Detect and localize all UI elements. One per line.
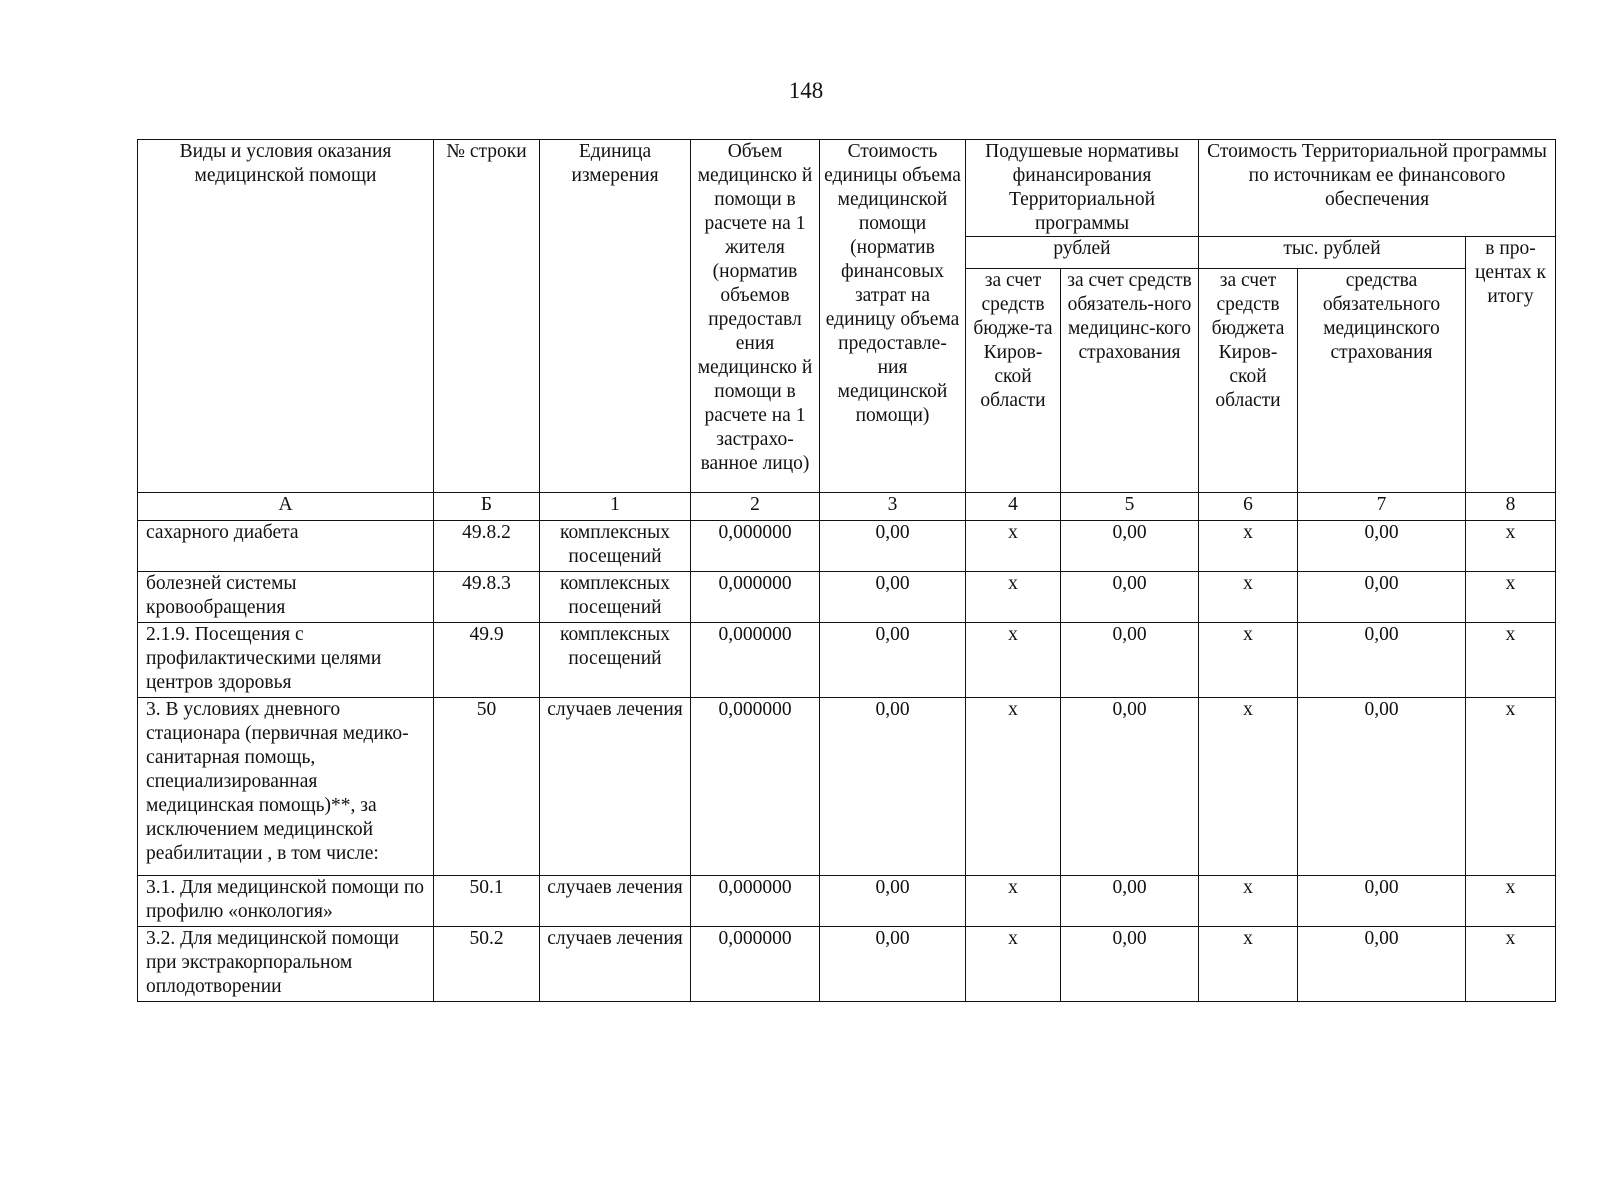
row-cost-budget: х bbox=[1199, 623, 1298, 698]
row-name: 2.1.9. Посещения с профилактическими целями центров здоровья bbox=[138, 623, 434, 698]
row-cost-oms: 0,00 bbox=[1298, 521, 1466, 572]
row-number: 50.2 bbox=[434, 927, 540, 1002]
financing-table bbox=[137, 139, 1556, 1002]
row-cost-budget: х bbox=[1199, 521, 1298, 572]
row-percent: х bbox=[1466, 623, 1556, 698]
header-unit-rub: рублей bbox=[966, 237, 1199, 269]
row-cost-oms: 0,00 bbox=[1298, 698, 1466, 876]
header-col-3: Стоимость единицы объема медицинской помощи (норматив финансовых затрат на единицу объема предоставле-ния медицинской помощи) bbox=[820, 140, 966, 493]
row-cost-budget: х bbox=[1199, 927, 1298, 1002]
row-cost-oms: 0,00 bbox=[1298, 876, 1466, 927]
row-name: сахарного диабета bbox=[138, 521, 434, 572]
row-percent: х bbox=[1466, 876, 1556, 927]
row-unit: случаев лечения bbox=[540, 927, 691, 1002]
index-cell: 5 bbox=[1061, 493, 1199, 521]
header-col-b: № строки bbox=[434, 140, 540, 493]
header-row-1 bbox=[138, 140, 1556, 237]
row-number: 50 bbox=[434, 698, 540, 876]
row-unit: комплексных посещений bbox=[540, 623, 691, 698]
row-percent: х bbox=[1466, 521, 1556, 572]
row-percent: х bbox=[1466, 927, 1556, 1002]
row-unit: случаев лечения bbox=[540, 876, 691, 927]
row-percent: х bbox=[1466, 572, 1556, 623]
row-norm-oms: 0,00 bbox=[1061, 572, 1199, 623]
row-norm-budget: х bbox=[966, 623, 1061, 698]
header-col-a: Виды и условия оказания медицинской помощи bbox=[138, 140, 434, 493]
index-cell: 2 bbox=[691, 493, 820, 521]
row-number: 49.9 bbox=[434, 623, 540, 698]
row-name: 3.1. Для медицинской помощи по профилю «онкология» bbox=[138, 876, 434, 927]
table-row bbox=[138, 572, 1556, 623]
row-unit-cost: 0,00 bbox=[820, 876, 966, 927]
table-row bbox=[138, 698, 1556, 876]
table-row bbox=[138, 623, 1556, 698]
page-number: 148 bbox=[788, 78, 824, 103]
row-unit-cost: 0,00 bbox=[820, 623, 966, 698]
row-name: 3.2. Для медицинской помощи при экстракорпоральном оплодотворении bbox=[138, 927, 434, 1002]
row-cost-oms: 0,00 bbox=[1298, 572, 1466, 623]
header-group-cost: Стоимость Территориальной программы по источникам ее финансового обеспечения bbox=[1199, 140, 1556, 237]
row-percent: х bbox=[1466, 698, 1556, 876]
row-unit-cost: 0,00 bbox=[820, 698, 966, 876]
header-col-1: Единица измерения bbox=[540, 140, 691, 493]
row-volume: 0,000000 bbox=[691, 623, 820, 698]
row-volume: 0,000000 bbox=[691, 876, 820, 927]
row-number: 49.8.3 bbox=[434, 572, 540, 623]
header-col-8: в про-центах к итогу bbox=[1466, 237, 1556, 493]
row-unit: комплексных посещений bbox=[540, 572, 691, 623]
row-norm-budget: х bbox=[966, 876, 1061, 927]
row-cost-budget: х bbox=[1199, 876, 1298, 927]
table-row bbox=[138, 876, 1556, 927]
header-col-7: средства обязательного медицинского страхования bbox=[1298, 269, 1466, 493]
index-cell: 1 bbox=[540, 493, 691, 521]
index-row bbox=[138, 493, 1556, 521]
row-norm-oms: 0,00 bbox=[1061, 521, 1199, 572]
index-cell: 3 bbox=[820, 493, 966, 521]
header-col-2: Объем медицинско й помощи в расчете на 1 жителя (норматив объемов предоставл ения медицинско й помощи в расчете на 1 застрахо-ванное лицо) bbox=[691, 140, 820, 493]
header-unit-thous: тыс. рублей bbox=[1199, 237, 1466, 269]
row-unit-cost: 0,00 bbox=[820, 927, 966, 1002]
row-cost-budget: х bbox=[1199, 698, 1298, 876]
row-number: 50.1 bbox=[434, 876, 540, 927]
index-cell: 7 bbox=[1298, 493, 1466, 521]
header-col-5: за счет средств обязатель-ного медицинс-кого страхования bbox=[1061, 269, 1199, 493]
row-volume: 0,000000 bbox=[691, 698, 820, 876]
row-unit: комплексных посещений bbox=[540, 521, 691, 572]
row-unit-cost: 0,00 bbox=[820, 572, 966, 623]
row-norm-oms: 0,00 bbox=[1061, 927, 1199, 1002]
row-cost-oms: 0,00 bbox=[1298, 623, 1466, 698]
row-norm-budget: х bbox=[966, 572, 1061, 623]
row-norm-oms: 0,00 bbox=[1061, 876, 1199, 927]
header-col-4: за счет средств бюдже-та Киров-ской области bbox=[966, 269, 1061, 493]
row-norm-oms: 0,00 bbox=[1061, 623, 1199, 698]
header-col-6: за счет средств бюджета Киров-ской области bbox=[1199, 269, 1298, 493]
row-name: болезней системы кровообращения bbox=[138, 572, 434, 623]
row-volume: 0,000000 bbox=[691, 521, 820, 572]
index-cell: 8 bbox=[1466, 493, 1556, 521]
row-norm-budget: х bbox=[966, 698, 1061, 876]
index-cell: А bbox=[138, 493, 434, 521]
row-norm-budget: х bbox=[966, 927, 1061, 1002]
row-unit: случаев лечения bbox=[540, 698, 691, 876]
index-cell: 6 bbox=[1199, 493, 1298, 521]
row-number: 49.8.2 bbox=[434, 521, 540, 572]
row-cost-oms: 0,00 bbox=[1298, 927, 1466, 1002]
row-cost-budget: х bbox=[1199, 572, 1298, 623]
row-unit-cost: 0,00 bbox=[820, 521, 966, 572]
header-group-norms: Подушевые нормативы финансирования Территориальной программы bbox=[966, 140, 1199, 237]
table-row bbox=[138, 521, 1556, 572]
index-cell: 4 bbox=[966, 493, 1061, 521]
row-norm-oms: 0,00 bbox=[1061, 698, 1199, 876]
table-row bbox=[138, 927, 1556, 1002]
row-volume: 0,000000 bbox=[691, 572, 820, 623]
row-norm-budget: х bbox=[966, 521, 1061, 572]
index-cell: Б bbox=[434, 493, 540, 521]
row-volume: 0,000000 bbox=[691, 927, 820, 1002]
row-name: 3. В условиях дневного стационара (первичная медико-санитарная помощь, специализированная медицинская помощь)**, за исключением медицинской реабилитации , в том числе: bbox=[138, 698, 434, 876]
